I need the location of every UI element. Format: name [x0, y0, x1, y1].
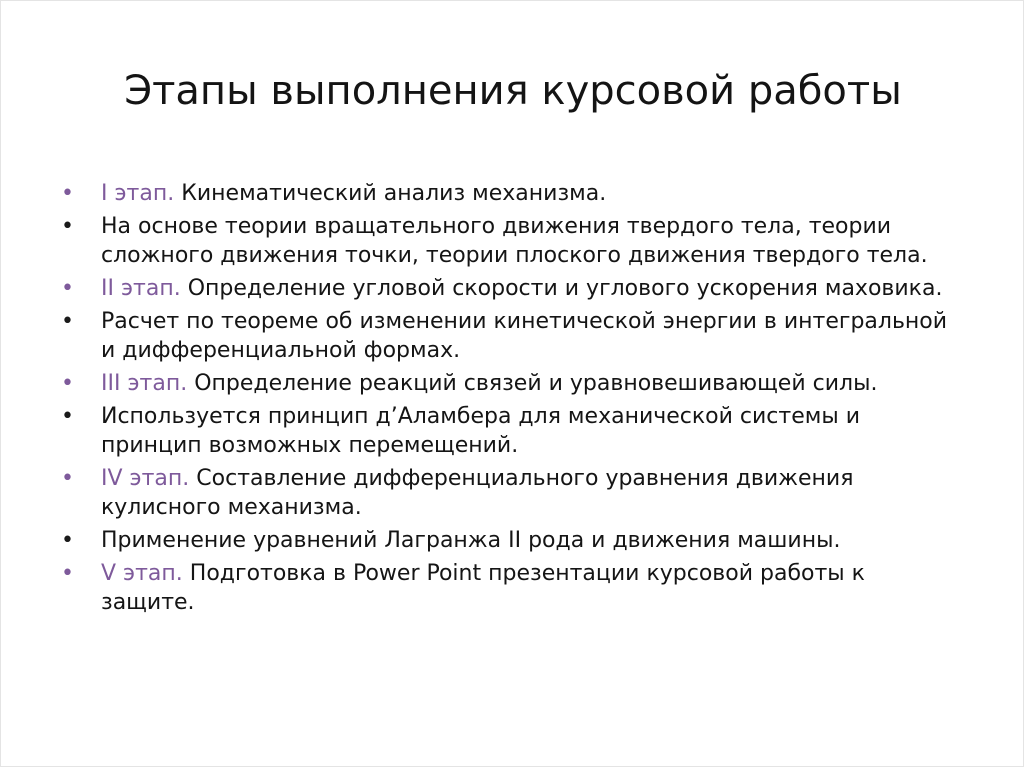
list-item	[61, 307, 961, 365]
list-item	[61, 526, 961, 555]
bullet-icon: •	[61, 181, 74, 206]
bullet-icon: •	[61, 276, 74, 301]
stage-label: IV этап.	[101, 466, 190, 491]
stage-label: I этап.	[101, 181, 175, 206]
list-item	[61, 402, 961, 460]
item-text: Расчет по теореме об изменении кинетической энергии в интегральной и дифференциальной формах.	[101, 309, 948, 363]
bullet-icon: •	[61, 561, 74, 586]
item-text: Используется принцип д’Аламбера для механической системы и принцип возможных перемещений.	[101, 404, 861, 458]
item-text: Определение угловой скорости и углового ускорения маховика.	[180, 276, 943, 301]
list-item	[61, 464, 961, 522]
bullet-icon: •	[61, 528, 74, 553]
list-item	[61, 212, 961, 270]
bullet-icon: •	[61, 309, 74, 334]
list-item	[61, 369, 961, 398]
stage-label: II этап.	[101, 276, 181, 301]
slide-title: Этапы выполнения курсовой работы	[124, 68, 902, 114]
item-text: На основе теории вращательного движения твердого тела, теории сложного движения точки, теории плоского движения твердого тела.	[101, 214, 928, 268]
list-item	[61, 274, 961, 303]
list-item	[61, 559, 961, 617]
item-text: Кинематический анализ механизма.	[174, 181, 607, 206]
bullet-icon: •	[61, 371, 74, 396]
stage-label: V этап.	[101, 561, 183, 586]
list-item	[61, 179, 961, 208]
item-text: Определение реакций связей и уравновешивающей силы.	[187, 371, 878, 396]
stage-label: III этап.	[101, 371, 188, 396]
stage-list	[61, 179, 961, 621]
bullet-icon: •	[61, 214, 74, 239]
item-text: Подготовка в Power Point презентации курсовой работы к защите.	[101, 561, 865, 615]
item-text: Составление дифференциального уравнения движения кулисного механизма.	[101, 466, 854, 520]
bullet-icon: •	[61, 466, 74, 491]
bullet-icon: •	[61, 404, 74, 429]
item-text: Применение уравнений Лагранжа II рода и движения машины.	[101, 528, 841, 553]
